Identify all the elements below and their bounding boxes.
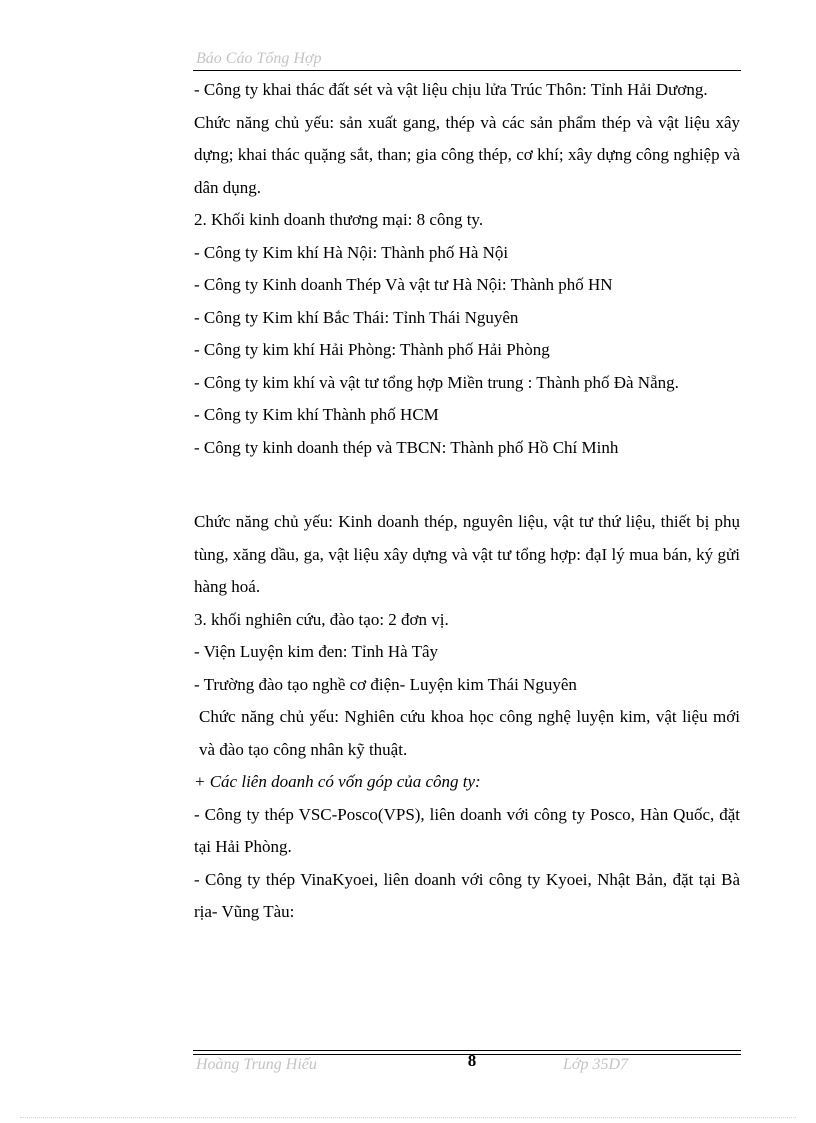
list-item: - Công ty kinh doanh thép và TBCN: Thành phố Hồ Chí Minh xyxy=(194,437,619,457)
list-item: - Công ty Kim khí Hà Nội: Thành phố Hà Nội xyxy=(194,242,509,262)
list-item: - Trường đào tạo nghề cơ điện- Luyện kim Thái Nguyên xyxy=(194,674,577,694)
page-number: 8 xyxy=(467,1051,477,1070)
list-item: - Công ty thép VinaKyoei, liên doanh với công ty Kyoei, Nhật Bản, đặt tại Bà rịa- Vũng Tàu: xyxy=(194,869,740,921)
header-title: Báo Cáo Tổng Hợp xyxy=(196,50,322,67)
subsection-heading: + Các liên doanh có vốn góp của công ty: xyxy=(194,772,481,791)
paragraph: Chức năng chủ yếu: sản xuất gang, thép và các sản phẩm thép và vật liệu xây dựng; khai thác quặng sắt, than; gia công thép, cơ khí; xây dựng công nghiệp và dân dụng. xyxy=(194,112,740,197)
list-item: - Công ty kim khí Hải Phòng: Thành phố Hải Phòng xyxy=(194,340,550,359)
list-item: - Công ty Kinh doanh Thép Và vật tư Hà Nội: Thành phố HN xyxy=(194,275,613,294)
list-item: - Công ty Kim khí Bắc Thái: Tỉnh Thái Nguyên xyxy=(194,307,519,327)
list-item: - Viện Luyện kim đen: Tỉnh Hà Tây xyxy=(194,642,439,661)
paragraph: Chức năng chủ yếu: Kinh doanh thép, nguyên liệu, vật tư thứ liệu, thiết bị phụ tùng, xăng dầu, ga, vật liệu xây dựng và vật tư tổng hợp: đạI lý mua bán, ký gửi hàng hoá. xyxy=(194,512,740,596)
paragraph: Chức năng chủ yếu: Nghiên cứu khoa học công nghệ luyện kim, vật liệu mới và đào tạo công nhân kỹ thuật. xyxy=(199,707,740,759)
list-item: - Công ty thép VSC-Posco(VPS), liên doanh với công ty Posco, Hàn Quốc, đặt tại Hải Phòng. xyxy=(194,804,740,856)
paragraph-gap xyxy=(194,464,740,506)
header-rule xyxy=(193,70,741,71)
section-heading: 3. khối nghiên cứu, đào tạo: 2 đơn vị. xyxy=(194,609,449,629)
list-item: - Công ty Kim khí Thành phố HCM xyxy=(194,405,439,424)
footer-author: Hoàng Trung Hiếu xyxy=(196,1056,317,1073)
paragraph: - Công ty khai thác đất sét và vật liệu chịu lửa Trúc Thôn: Tỉnh Hải Dương. xyxy=(194,80,708,99)
page-bottom-border xyxy=(20,1117,796,1118)
section-heading: 2. Khối kinh doanh thương mại: 8 công ty. xyxy=(194,210,484,229)
list-item: - Công ty kim khí và vật tư tổng hợp Miền trung : Thành phố Đà Nẵng. xyxy=(194,372,679,392)
footer-class: Lớp 35D7 xyxy=(563,1056,628,1073)
body-text xyxy=(194,74,740,929)
